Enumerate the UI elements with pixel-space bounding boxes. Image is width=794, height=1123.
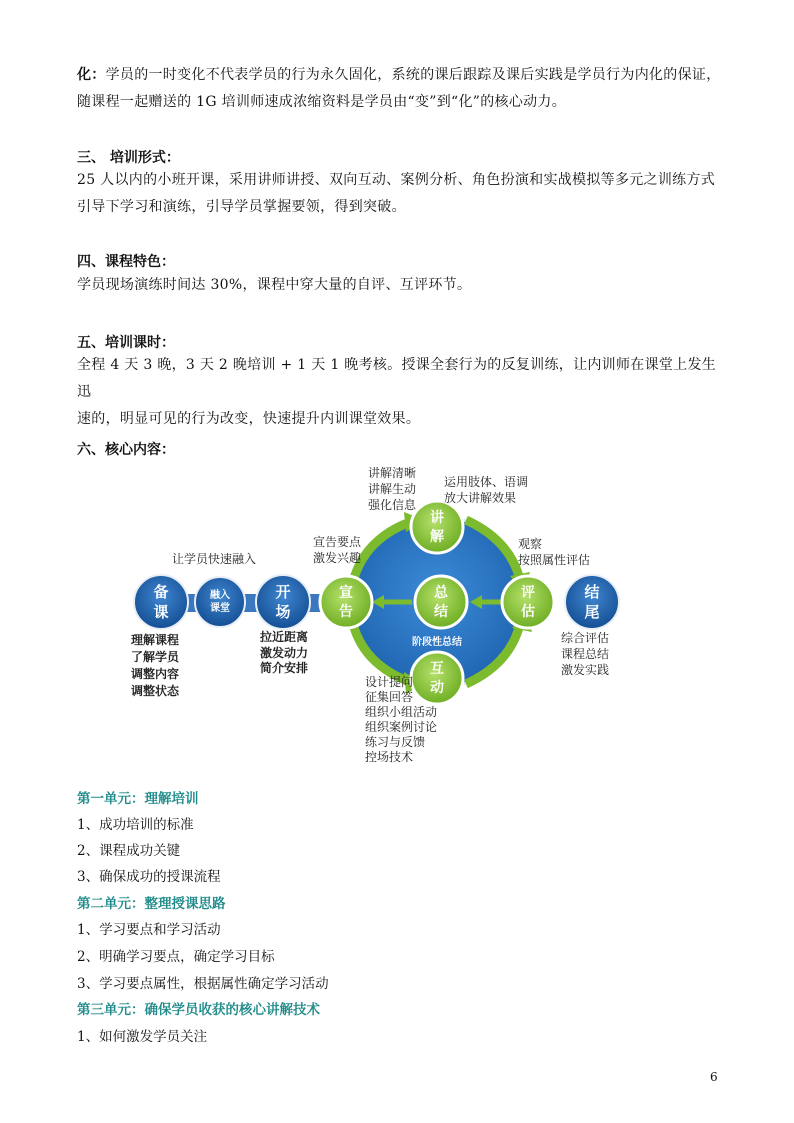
node-jiewei [565,575,619,629]
unit-2-title: 第二单元：整理授课思路 [77,896,226,912]
note-line: 综合评估 [561,631,610,645]
node-jiangjie [411,501,463,553]
node-label: 备 [153,583,169,601]
node-label: 融入 [210,590,230,601]
node-label: 尾 [584,603,600,621]
note-line: 控场技术 [365,750,414,764]
note-line: 拉近距离 [260,630,309,644]
note-jiangjie-left [368,465,417,512]
node-label: 讲 [430,510,444,526]
note-line: 讲解生动 [368,482,417,496]
node-label: 宣 [339,585,353,601]
paragraph-line: 引导下学习和演练，引导学员掌握要领，得到突破。 [77,199,406,215]
node-hudong [411,652,463,704]
section-3-title: 三、 培训形式： [77,150,180,166]
note-line: 激发兴趣 [313,551,362,565]
unit-1-title: 第一单元：理解培训 [77,791,199,807]
note-line: 设计提问 [365,675,414,689]
note-line: 课程总结 [561,647,610,661]
note-line: 调整内容 [131,667,180,681]
note-line: 放大讲解效果 [444,491,517,505]
node-zongjie [415,576,467,628]
note-beike [131,632,180,698]
page-number: 6 [710,1070,718,1084]
node-label: 开 [275,583,291,601]
paragraph-line: 25 人以内的小班开课，采用讲师讲授、双向互动、案例分析、角色扮演和实战模拟等多元之训练方式 [77,172,716,188]
list-item: 1、如何激发学员关注 [77,1029,208,1045]
note-kaichang [260,629,308,675]
list-item: 3、确保成功的授课流程 [77,869,221,885]
note-line: 观察 [518,537,543,551]
note-line: 简介安排 [260,661,309,675]
node-rongru [195,577,245,627]
node-label: 估 [521,604,535,620]
paragraph-lead: 化： [77,67,106,83]
node-pinggu [502,576,554,628]
unit-3-title: 第三单元：确保学员收获的核心讲解技术 [77,1002,320,1018]
list-item: 2、明确学习要点，确定学习目标 [77,949,275,965]
note-line: 了解学员 [131,650,180,664]
section-6-title: 六、核心内容： [77,442,175,458]
note-line: 强化信息 [368,498,417,512]
section-5-title: 五、培训课时： [77,335,175,351]
note-jiangjie-right [444,474,528,505]
note-line: 讲解清晰 [368,466,417,480]
note-line: 按照属性评估 [518,553,591,567]
list-item: 3、学习要点属性，根据属性确定学习活动 [77,976,329,992]
note-xuangao [313,534,362,565]
node-label: 总 [434,585,448,601]
paragraph-line: 学员现场演练时间达 30%，课程中穿大量的自评、互评环节。 [77,277,472,293]
note-line: 激发实践 [561,663,610,677]
paragraph-line: 速的，明显可见的行为改变，快速提升内训课堂效果。 [77,411,421,427]
center-label: 阶段性总结 [412,637,462,648]
paragraph-line: 随课程一起赠送的 1G 培训师速成浓缩资料是学员由“变”到“化”的核心动力。 [77,94,567,110]
node-label: 场 [275,603,291,621]
node-label: 动 [430,680,444,696]
note-rongru: 让学员快速融入 [172,552,257,566]
node-label: 告 [339,604,353,620]
list-item: 2、课程成功关键 [77,843,181,859]
list-item: 1、学习要点和学习活动 [77,922,221,938]
note-line: 征集回答 [365,690,414,704]
section-4-title: 四、课程特色： [77,254,175,270]
note-line: 运用肢体、语调 [444,475,529,489]
note-pinggu [518,536,590,567]
note-line: 宣告要点 [313,535,362,549]
node-kaichang [256,575,310,629]
node-label: 结 [434,604,448,620]
note-line: 理解课程 [131,633,180,647]
paragraph-line: 全程 4 天 3 晚，3 天 2 晚培训 + 1 天 1 晚考核。授课全套行为的反复训练，让内训师在课堂上发生迅 [77,357,717,400]
note-jiewei [561,630,609,677]
list-item: 1、成功培训的标准 [77,817,194,833]
note-line: 组织案例讨论 [365,720,438,734]
note-line: 练习与反馈 [365,735,426,749]
node-label: 评 [521,585,535,601]
node-label: 课 [153,603,169,621]
note-line: 组织小组活动 [365,705,438,719]
node-label: 互 [430,661,444,677]
note-line: 激发动力 [260,646,309,660]
node-beike [134,575,188,629]
node-xuangao [320,576,372,628]
paragraph-line: 学员的一时变化不代表学员的行为永久固化，系统的课后跟踪及课后实践是学员行为内化的保证， [105,67,721,83]
node-label: 课堂 [210,603,230,614]
node-label: 解 [430,529,444,545]
node-label: 结 [584,583,600,601]
note-line: 调整状态 [131,684,180,698]
